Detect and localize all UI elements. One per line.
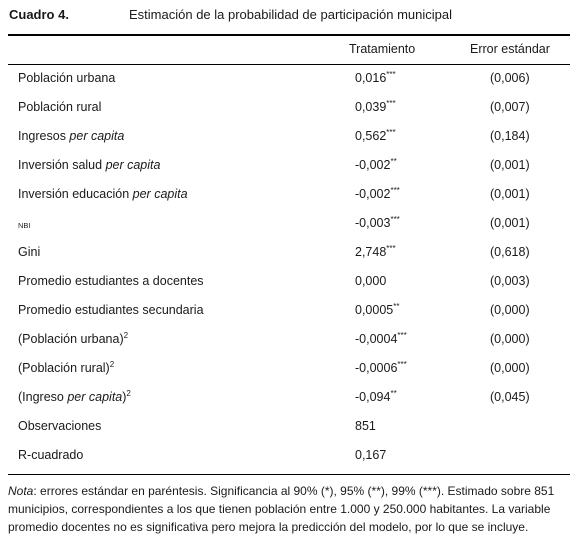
row-value: 2,748*** — [355, 243, 396, 259]
significance-stars: *** — [390, 185, 400, 195]
header-error-estandar: Error estándar — [470, 42, 550, 56]
table-row — [0, 129, 580, 149]
row-value: 0,039*** — [355, 98, 396, 114]
top-rule — [8, 34, 570, 36]
table-row — [0, 245, 580, 265]
row-label: Inversión salud per capita — [18, 158, 161, 172]
row-label: Población urbana — [18, 71, 116, 85]
row-std-error: (0,007) — [490, 100, 530, 114]
caption-number: Cuadro 4. — [9, 7, 69, 22]
table-row — [0, 361, 580, 381]
row-std-error: (0,045) — [490, 390, 530, 404]
table-row — [0, 187, 580, 207]
row-std-error: (0,003) — [490, 274, 530, 288]
row-value: 0,167 — [355, 448, 387, 462]
row-value: -0,002** — [355, 156, 397, 172]
row-label: (Ingreso per capita)$^2$ — [18, 388, 131, 404]
row-value: 0,016*** — [355, 69, 396, 85]
row-value: -0,002*** — [355, 185, 400, 201]
significance-stars: *** — [386, 243, 396, 253]
table-row — [0, 390, 580, 410]
row-label: Gini — [18, 245, 41, 259]
table-row — [0, 448, 580, 468]
row-label: (Población rural)$^2$ — [18, 359, 115, 375]
row-std-error: (0,001) — [490, 158, 530, 172]
row-value: -0,0006*** — [355, 359, 407, 375]
row-label: (Población urbana)$^2$ — [18, 330, 129, 346]
row-label: NBI — [18, 221, 31, 230]
row-std-error: (0,000) — [490, 303, 530, 317]
significance-stars: *** — [397, 359, 407, 369]
row-value: 0,000 — [355, 274, 387, 288]
table-row — [0, 419, 580, 439]
header-rule — [8, 64, 570, 65]
row-std-error: (0,001) — [490, 187, 530, 201]
row-value: -0,094** — [355, 388, 397, 404]
significance-stars: *** — [386, 127, 396, 137]
row-label: Observaciones — [18, 419, 102, 433]
row-label: Población rural — [18, 100, 102, 114]
significance-stars: ** — [390, 388, 397, 398]
row-value: 851 — [355, 419, 376, 433]
significance-stars: *** — [390, 214, 400, 224]
significance-stars: ** — [390, 156, 397, 166]
row-label-italic: per capita — [69, 129, 125, 143]
row-label: Ingresos per capita — [18, 129, 125, 143]
row-std-error: (0,000) — [490, 332, 530, 346]
row-std-error: (0,618) — [490, 245, 530, 259]
row-label: Promedio estudiantes secundaria — [18, 303, 204, 317]
significance-stars: *** — [386, 98, 396, 108]
bottom-rule — [8, 474, 570, 475]
note-lead: Nota — [8, 484, 34, 498]
row-label: Inversión educación per capita — [18, 187, 188, 201]
row-label: Promedio estudiantes a docentes — [18, 274, 204, 288]
row-std-error: (0,184) — [490, 129, 530, 143]
significance-stars: *** — [386, 69, 396, 79]
table-note — [8, 482, 578, 536]
note-text: : errores estándar en paréntesis. Significancia al 90% (*), 95% (**), 99% (***). Estimado sobre 851 municipios, correspondientes a los que tienen población entre 1.000 y 250.000 habitantes. La variable promedio docentes no es significativa pero mejora la predicción del modelo, por lo que se incluye. — [8, 484, 555, 534]
significance-stars: ** — [393, 301, 400, 311]
table-row — [0, 216, 580, 236]
table-row — [0, 158, 580, 178]
row-label-italic: per capita — [132, 187, 188, 201]
row-label-italic: per capita — [67, 390, 123, 404]
table-row — [0, 100, 580, 120]
row-label: R-cuadrado — [18, 448, 84, 462]
table-row — [0, 332, 580, 352]
row-value: 0,562*** — [355, 127, 396, 143]
row-std-error: (0,001) — [490, 216, 530, 230]
row-std-error: (0,000) — [490, 361, 530, 375]
row-value: -0,003*** — [355, 214, 400, 230]
row-label-italic: per capita — [105, 158, 161, 172]
row-value: 0,0005** — [355, 301, 400, 317]
row-value: -0,0004*** — [355, 330, 407, 346]
header-tratamiento: Tratamiento — [349, 42, 416, 56]
caption-title: Estimación de la probabilidad de participación municipal — [129, 7, 453, 22]
table-row — [0, 274, 580, 294]
row-std-error: (0,006) — [490, 71, 530, 85]
table-row — [0, 303, 580, 323]
table-caption — [9, 7, 453, 22]
table-row — [0, 71, 580, 91]
significance-stars: *** — [397, 330, 407, 340]
